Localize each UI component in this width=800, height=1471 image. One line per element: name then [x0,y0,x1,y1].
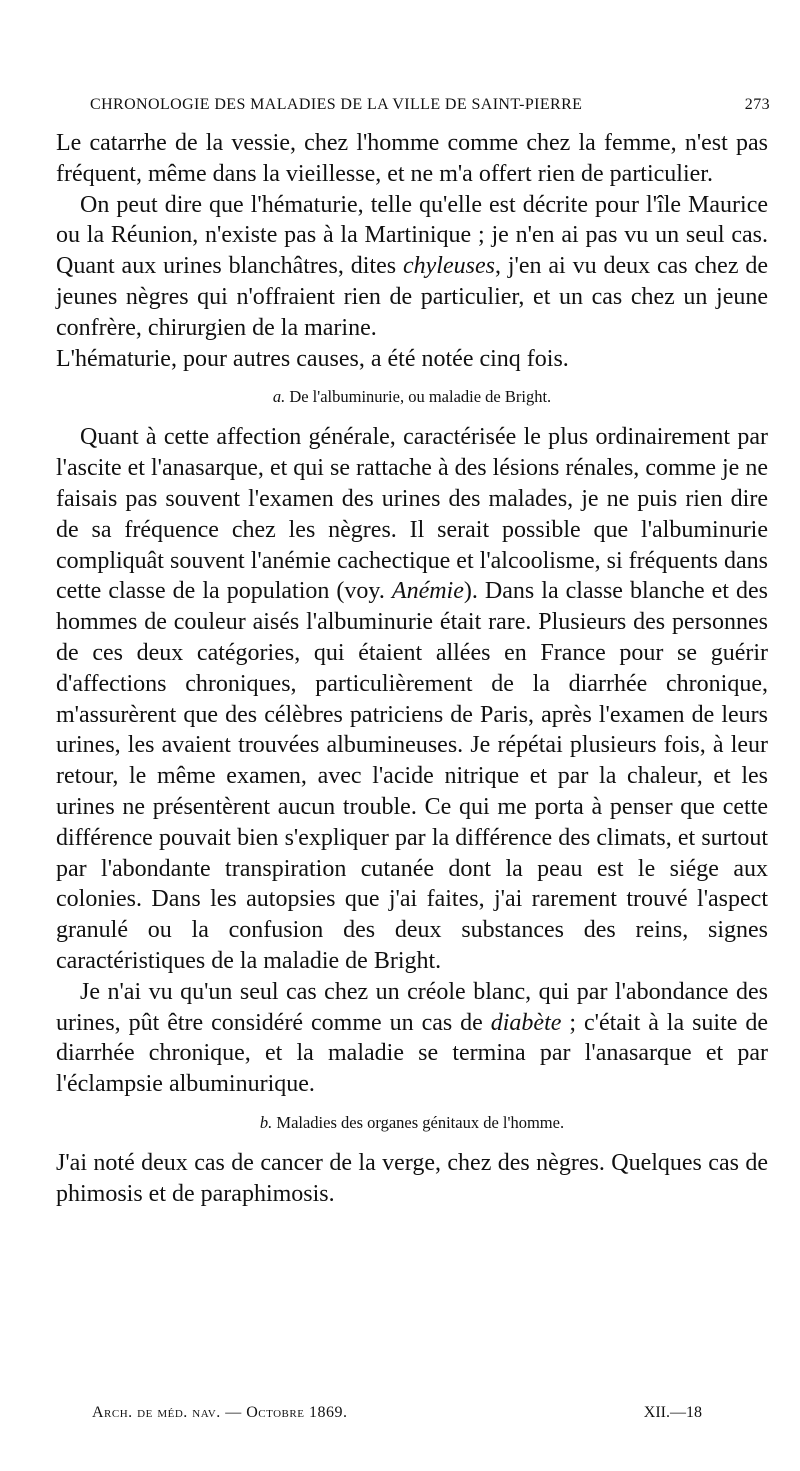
paragraph-text: Quant à cette affection générale, caractérisée le plus ordinairement par l'ascite et l'anasarque, et qui se rattache à des lésions rénales, comme je ne faisais pas souvent l'examen des urines des malades, je ne puis rien dire de sa fréquence chez les nègres. Il serait possible que l'albuminurie compliquât souvent l'anémie cachectique et l'alcoolisme, si fréquents dans cette classe de la population (voy. [56,424,768,605]
section-heading-albuminurie [56,386,768,408]
emphasis-term: Anémie [391,578,464,605]
section-title: De l'albuminurie, ou maladie de Bright. [289,387,552,407]
paragraph-text: , j'en ai vu deux cas chez de jeunes nègres qui n'offraient rien de particulier, et un cas chez un jeune confrère, chirurgien de la marine. [56,253,769,341]
paragraph-text: Je n'ai vu qu'un seul cas chez un créole blanc, qui par l'abondance des urines, pût être considéré comme un cas de [56,978,768,1036]
section-letter: b. [259,1112,273,1132]
signature-mark: XII.—18 [643,1404,702,1421]
section-title: Maladies des organes génitaux de l'homme. [276,1112,565,1132]
section-heading-organes [56,1112,768,1134]
emphasis-term: chyleuses [402,253,495,280]
paragraph-text: ). Dans la classe blanche et des hommes de couleur aisés l'albuminurie était rare. Plusieurs des personnes de ces deux catégories, qui étaient allées en France pour se guérir d'affections chroniques, particulièrement de la diarrhée chronique, m'assurèrent que des célèbres patriciens de Paris, après l'examen de leurs urines, les avaient trouvées albumineuses. Je répétai plusieurs fois, à leur retour, le même examen, avec l'acide nitrique et par la chaleur, et les urines ne présentèrent aucun trouble. Ce qui me porta à penser que cette différence pouvait bien s'expliquer par la différence des climats, et surtout par l'abondante transpiration cutanée dont la peau est le siége aux colonies. Dans les autopsies que j'ai faites, j'ai rarement trouvé l'aspect granulé ou la confusion des deux substances des reins, signes caractéristiques de la maladie de Bright. [56,578,768,974]
page-footer [92,1404,702,1422]
paragraph-diabete [56,977,768,1100]
page-body [56,128,768,1210]
page-number: 273 [744,96,770,113]
running-header [90,96,770,114]
journal-citation: Arch. de méd. nav. — Octobre 1869. [92,1404,348,1421]
paragraph-hematurie [56,190,768,344]
section-letter: a. [272,387,286,407]
paragraph-catarrhe: Le catarrhe de la vessie, chez l'homme comme chez la femme, n'est pas fréquent, même dans la vieillesse, et ne m'a offert rien de particulier. [56,130,768,187]
paragraph-text: On peut dire que l'hématurie, telle qu'elle est décrite pour l'île Maurice ou la Réunion, n'existe pas à la Martinique ; je n'en ai pas vu un seul cas. Quant aux urines blanchâtres, dites [56,191,768,280]
paragraph-hematurie-count: L'hématurie, pour autres causes, a été notée cinq fois. [56,345,569,372]
running-title: CHRONOLOGIE DES MALADIES DE LA VILLE DE SAINT-PIERRE [90,96,583,113]
paragraph-text: ; c'était à la suite de diarrhée chronique, et la maladie se termina par l'anasarque et par l'éclampsie albuminurique. [56,1009,768,1098]
paragraph-albuminurie [56,422,768,976]
emphasis-term: diabète [490,1009,562,1036]
paragraph-cancer: J'ai noté deux cas de cancer de la verge, chez des nègres. Quelques cas de phimosis et de paraphimosis. [56,1149,768,1207]
